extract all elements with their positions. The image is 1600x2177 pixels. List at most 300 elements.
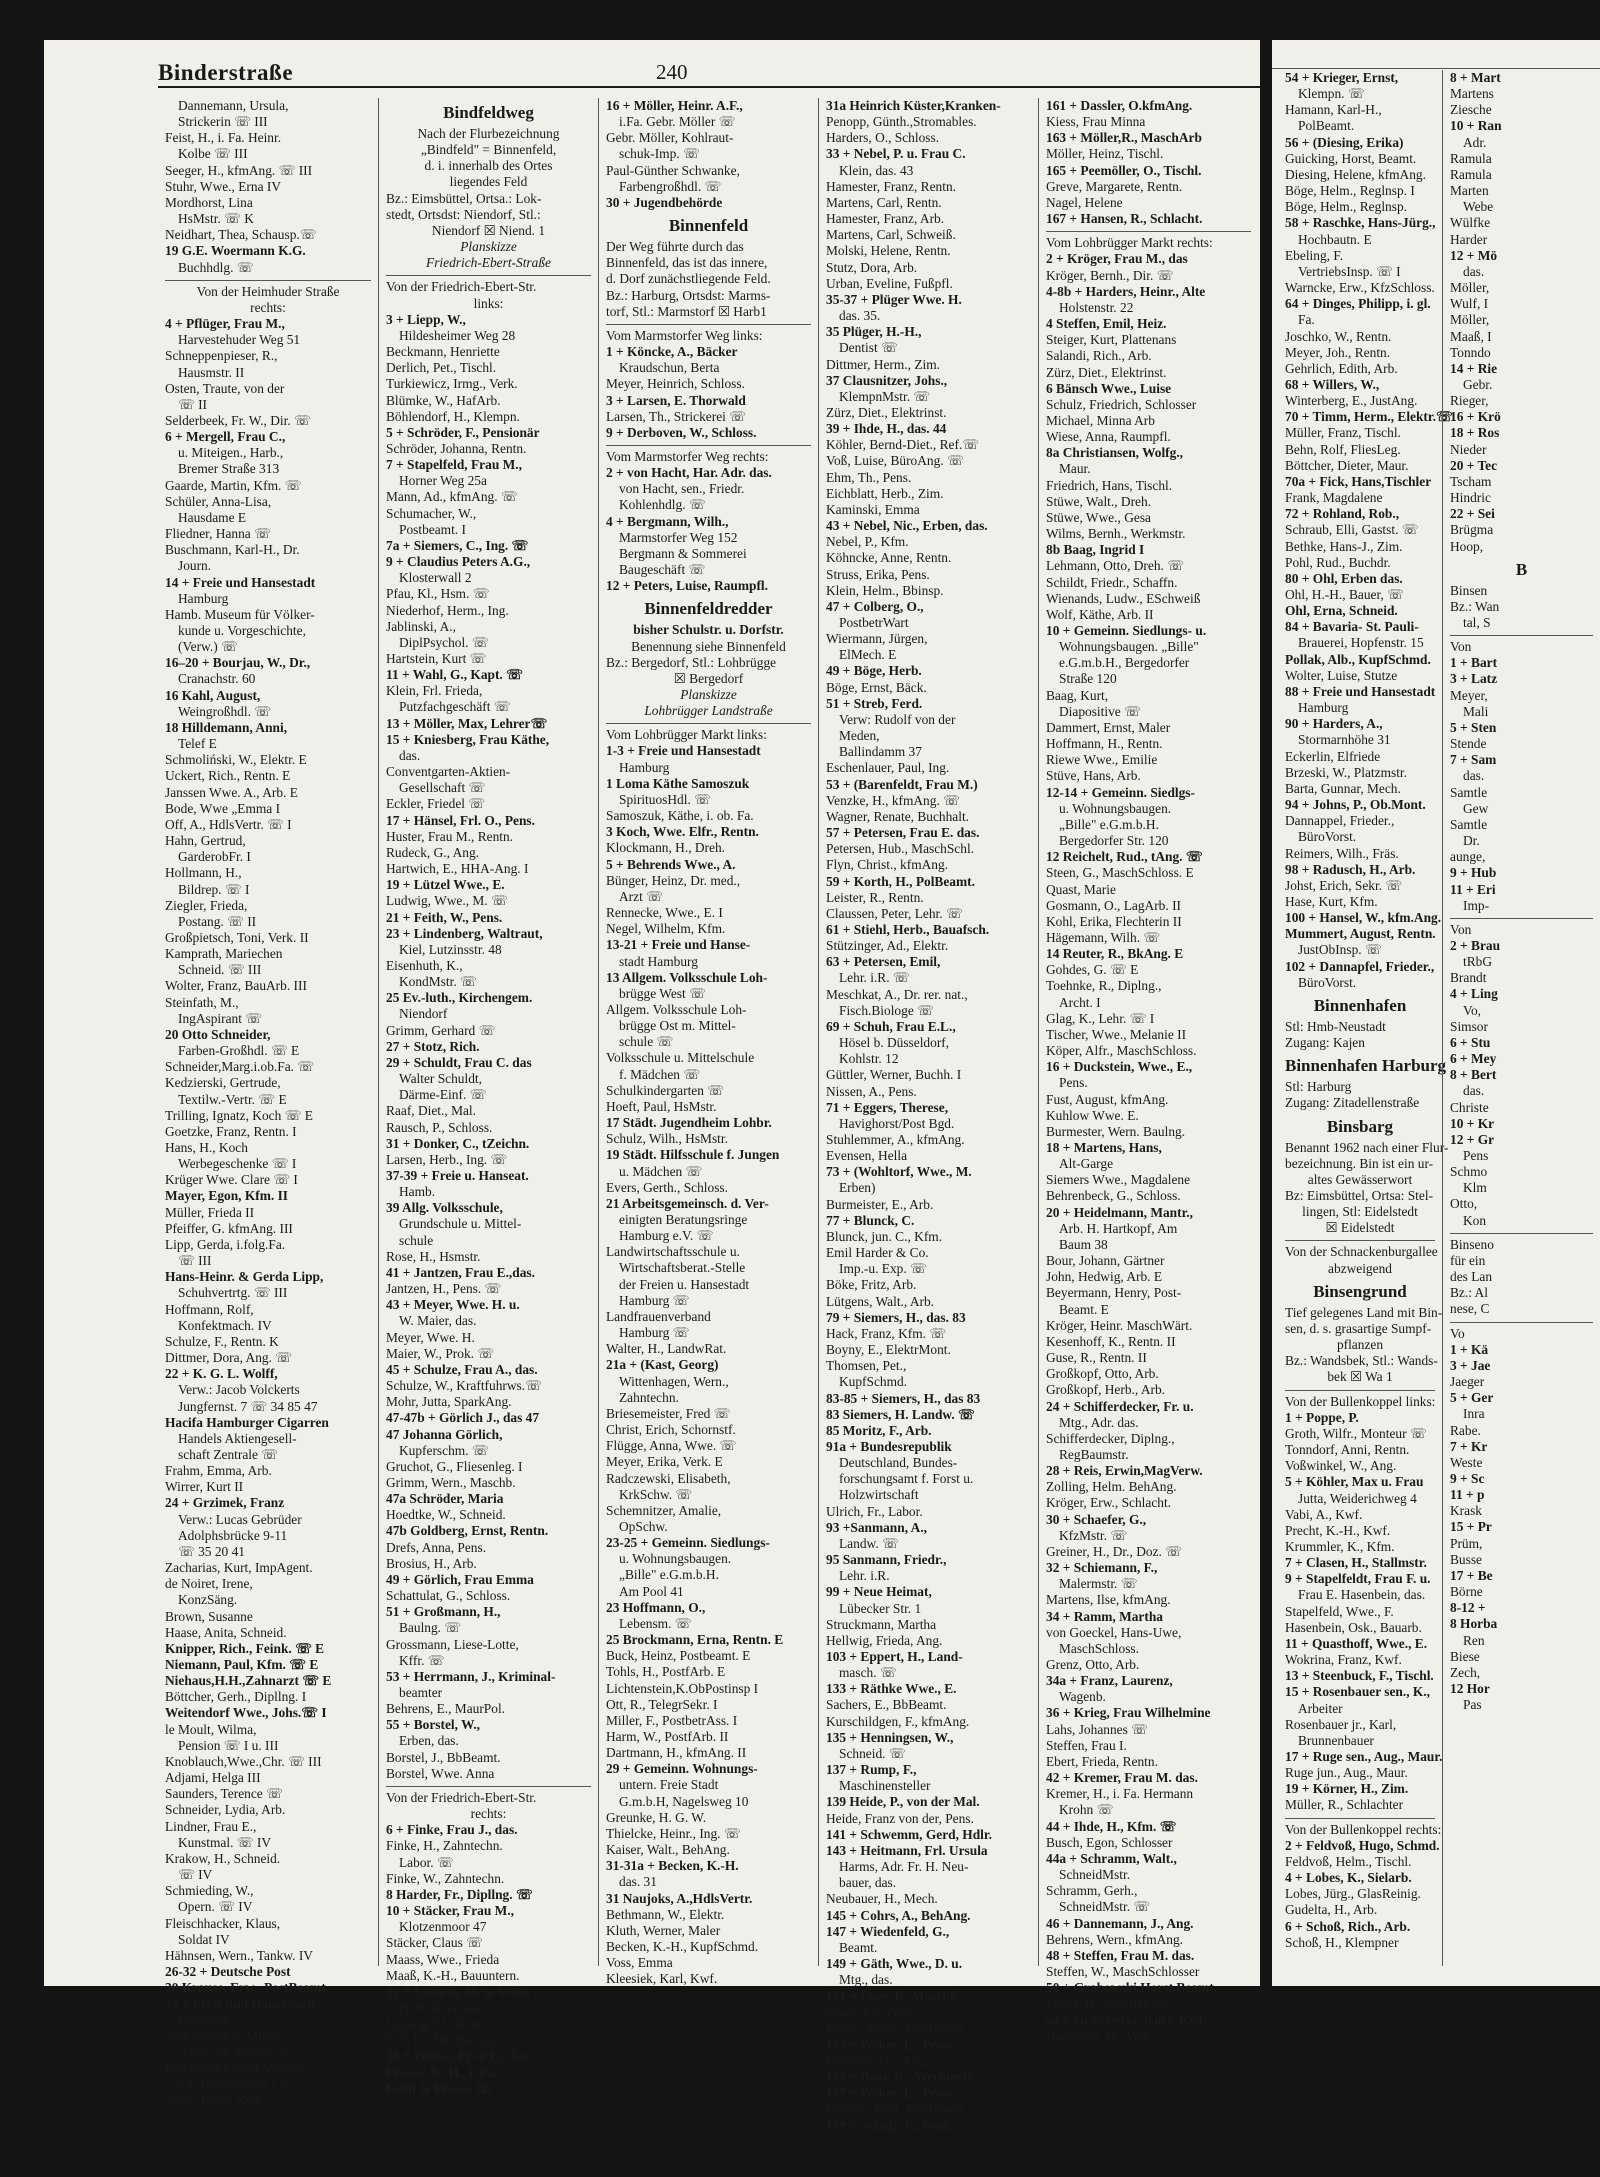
directory-entry: Handels Aktiengesell- (178, 1430, 297, 1446)
directory-entry: Bünger, Heinz, Dr. med., (606, 872, 741, 888)
directory-entry: Hoffmann, H., Rentn. (1046, 736, 1163, 752)
directory-entry: Ramula (1450, 166, 1492, 182)
directory-entry: Brosius, H., Arb. (386, 1555, 477, 1571)
directory-entry: Ohl, Erna, Schneid. (1285, 603, 1398, 619)
directory-entry: Krüger Wwe. Clare ☏ I (165, 1172, 298, 1188)
directory-entry: Witte, Ernst, Kwf. (165, 2093, 264, 2109)
directory-entry: Rudeck, G., Ang. (386, 844, 479, 860)
directory-entry: 6 + Finke, Frau J., das. (386, 1822, 518, 1838)
directory-entry: sen, d. s. grasartige Sumpf- (1285, 1320, 1432, 1336)
directory-entry: Knoblauch,Wwe.,Chr. ☏ III (165, 1753, 322, 1769)
directory-entry: Glag, K., Lehr. ☏ I (1046, 1010, 1155, 1026)
directory-entry: Harm, W., PostfArb. II (606, 1729, 729, 1744)
directory-entry: Gebr. (1463, 376, 1493, 392)
directory-entry: Johst, Erich, Sekr. ☏ (1285, 877, 1403, 893)
directory-entry: 23 Hoffmann, O., (606, 1599, 706, 1615)
directory-entry: 16–20 + Bourjau, W., Dr., (165, 655, 311, 671)
directory-entry: Postbeamt. I (399, 521, 466, 537)
directory-entry: Schneider,Marg.i.ob.Fa. ☏ (165, 1059, 315, 1075)
directory-entry: Wulf, I (1450, 296, 1489, 312)
directory-entry: Niederhof, Herm., Ing. (386, 602, 509, 618)
directory-entry: 80 + Ohl, Erben das. (1285, 570, 1403, 586)
directory-entry: Hasenbein, Osk., Bauarb. (1285, 1619, 1422, 1635)
directory-entry: Hildesheimer Weg 28 (399, 327, 516, 343)
directory-entry: Lahs, Johannes ☏ (1046, 1721, 1148, 1737)
directory-entry: Marten (1450, 183, 1489, 199)
directory-column (378, 98, 598, 2096)
directory-entry: 99 + Neue Heimat, (826, 1584, 932, 1600)
directory-entry: 2 + von Hacht, Har. Adr. das. (606, 465, 772, 481)
directory-entry: Am Pool 41 (619, 1583, 684, 1599)
directory-entry: Schmo (1450, 1164, 1488, 1180)
directory-entry: 2 + Feldvoß, Hugo, Schmd. (1285, 1837, 1440, 1853)
directory-entry: Fisch.Biologe ☏ (839, 1002, 934, 1018)
directory-entry: 35-37 + Plüger Wwe. H. (826, 291, 962, 307)
directory-column (158, 98, 378, 2109)
directory-entry: Klein, das. 43 (839, 162, 914, 178)
directory-entry: Jungfernst. 7 ☏ 34 85 47 (178, 1398, 318, 1414)
directory-entry: 15 + Pr (1450, 1519, 1492, 1535)
directory-entry: Salandi, Rich., Arb. (1046, 348, 1152, 364)
directory-entry: u. Miteigen., Harb., (178, 445, 284, 461)
directory-entry: 9 + Claudius Peters A.G., (386, 554, 531, 570)
directory-entry: Leister, R., Rentn. (826, 889, 924, 905)
street-heading: Bindfeldweg (443, 103, 534, 122)
directory-entry: Baulng. ☏ (399, 1620, 462, 1636)
directory-entry: Molski, Helene, Rentn. (826, 243, 951, 259)
directory-entry: Uckert, Rich., Rentn. E (165, 768, 291, 784)
directory-entry: 49 + Böge, Herb. (826, 663, 922, 679)
directory-entry: 33 + Nebel, P. u. Frau C. (826, 146, 966, 162)
directory-entry: 94 + Johns, P., Ob.Mont. (1285, 797, 1426, 813)
directory-entry: 20 + Tec (1450, 457, 1498, 473)
directory-entry: KfzMstr. ☏ (1059, 1527, 1128, 1543)
directory-entry: Ohl, H.-H., Bauer, ☏ (1285, 587, 1404, 602)
plan-sketch-label: Lohbrügger Landstraße (644, 703, 773, 719)
directory-entry: 4 + Bergmann, Wilh., (606, 513, 729, 529)
directory-entry: Fliedner, Hanna ☏ (165, 526, 271, 542)
directory-entry: Hamb. (399, 1184, 436, 1200)
directory-entry: Gohdes, G. ☏ E (1046, 962, 1139, 978)
directory-entry: 11 + Eri (1450, 881, 1496, 897)
directory-entry: Labor. ☏ (399, 1854, 454, 1870)
directory-entry: 17 Städt. Jugendheim Lohbr. (606, 1115, 772, 1131)
directory-entry: Weingroßhdl. ☏ (178, 703, 272, 719)
directory-entry: Huster, Frau M., Rentn. (386, 828, 514, 844)
section-label: Von der Heimhuder Straße (165, 280, 371, 300)
directory-entry: 44 + Ihde, H., Kfm. ☏ (1046, 1818, 1177, 1834)
directory-entry: Paul-Günther Schwanke, (606, 162, 740, 178)
directory-entry: Beyermann, Henry, Post- (1046, 1285, 1182, 1301)
directory-entry: Struckmann, Martha (826, 1616, 937, 1632)
directory-entry: Müller, R., Schlachter (1285, 1797, 1404, 1813)
directory-entry: Feist, H., i. Fa. Heinr. (165, 130, 282, 146)
directory-entry: 161 + Dassler, O.kfmAng. (1046, 98, 1193, 113)
directory-entry: das. (399, 747, 421, 763)
directory-entry: 64 + Dinges, Philipp, i. gl. (1285, 296, 1431, 312)
directory-entry: Mali (1463, 703, 1489, 719)
directory-entry: Gruchot, G., Fliesenleg. I (386, 1458, 523, 1474)
directory-entry: Grenz, Otto, Arb. (1046, 1657, 1140, 1672)
directory-entry: Sachers, E., BbBeamt. (826, 1697, 947, 1713)
directory-entry: 34 + Freie und Hansestadt (165, 1996, 316, 2012)
directory-entry: SchneidMstr. (1059, 1867, 1131, 1883)
directory-entry: Struss, Erika, Pens. (826, 566, 930, 582)
directory-entry: Reimers, Wilh., Fräs. (1285, 845, 1399, 861)
directory-entry: Schemnitzer, Amalie, (606, 1502, 722, 1518)
directory-entry: Kiel, Lutzinsstr. 48 (399, 941, 502, 957)
directory-entry: Behn, Rolf, FliesLeg. (1285, 441, 1401, 457)
directory-entry: beamter (399, 1685, 443, 1700)
directory-entry: Miller, F., PostbetrAss. I (606, 1712, 738, 1728)
directory-entry: Eckerlin, Elfriede (1285, 748, 1381, 764)
directory-entry: kunde u. Vorgeschichte, (178, 623, 306, 638)
directory-entry: 1-3 + Freie und Hansestadt (606, 743, 761, 759)
directory-entry: KondMstr. ☏ (399, 974, 477, 990)
directory-entry: Erben, das. (399, 1733, 459, 1749)
directory-entry: Alt-Garge (1059, 1156, 1114, 1172)
directory-entry: 73 + (Wohltorf, Wwe., M. (826, 1164, 972, 1180)
directory-entry: Bethke, Hans-J., Zim. (1285, 538, 1403, 554)
directory-entry: Nagel, Helene (1046, 194, 1123, 210)
directory-entry: Gehrlich, Edith, Arb. (1285, 360, 1398, 376)
directory-entry: 46 + Dannemann, J., Ang. (1046, 1915, 1194, 1931)
directory-entry: 24 + Grzimek, Franz (165, 1495, 285, 1511)
directory-entry: Osten, Traute, von der (165, 380, 285, 396)
directory-entry: Malermstr. ☏ (1059, 1576, 1138, 1592)
directory-entry: Stützinger, Ad., Elektr. (826, 938, 949, 954)
directory-entry: Wülfke (1450, 215, 1491, 231)
directory-entry: Bergedorfer Str. 120 (1059, 833, 1169, 849)
directory-entry: Ludwig, M., Kfm. ☏ (386, 2016, 505, 2032)
directory-entry: 15 + Rosenbauer sen., K., (1285, 1684, 1431, 1700)
directory-entry: GarderobFr. I (178, 849, 251, 865)
directory-entry: 71 + Eggers, Therese, (826, 1099, 949, 1115)
directory-column (1442, 70, 1600, 1966)
directory-entry: 88 + Freie und Hansestadt (1285, 683, 1436, 699)
street-heading: Binsengrund (1313, 1281, 1407, 1301)
section-label: Vom Marmstorfer Weg rechts: (606, 445, 811, 465)
directory-entry: 4 + Ling (1450, 986, 1498, 1002)
directory-entry: Tscham (1450, 473, 1492, 489)
directory-entry: le Moult, Wilma, (165, 1721, 257, 1737)
directory-entry: 31a Heinrich Küster,Kranken- (826, 98, 1001, 113)
directory-entry: Heide, Franz von der, Pens. (826, 1810, 974, 1826)
directory-entry: Radczewski, Elisabeth, (606, 1470, 731, 1486)
directory-entry: 83-85 + Siemers, H., das 83 (826, 1390, 981, 1406)
directory-entry: Hamester, Franz, Rentn. (826, 178, 956, 194)
directory-entry: Jutta, Weiderichweg 4 (1298, 1490, 1417, 1506)
directory-entry: Großkopf, Herb., Arb. (1046, 1382, 1166, 1398)
directory-entry: 6 + Stu (1450, 1034, 1491, 1050)
directory-entry: Meyer, (1450, 687, 1488, 703)
directory-entry: Zahntechn. (619, 1389, 679, 1405)
directory-entry: 10 + Gemeinn. Siedlungs- u. (1046, 623, 1207, 638)
directory-entry: 163 + Möller,R., MaschArb (1046, 130, 1202, 146)
directory-entry: Strickerin ☏ III (178, 114, 268, 130)
directory-entry: Schneider, Lydia, Arb. (165, 1802, 286, 1818)
directory-entry: Pens. (1059, 1075, 1088, 1091)
directory-entry: Negel, Wilhelm, Kfm. (606, 921, 726, 937)
directory-entry: 51 + Großmann, H., (386, 1604, 501, 1620)
directory-entry: Bode, Wwe „Emma I (165, 800, 281, 816)
directory-entry: 56 + (Diesing, Erika) (1285, 134, 1404, 150)
directory-entry: Haase, Anita, Schneid. (165, 1624, 287, 1640)
directory-entry: Bz.: Bergedorf, Stl.: Lohbrügge (606, 654, 777, 670)
directory-entry: Buchhdlg. ☏ (178, 259, 254, 275)
directory-entry: Eisenhuth, K., (386, 957, 463, 973)
directory-entry: 4-8b + Harders, Heinr., Alte (1046, 283, 1206, 299)
directory-entry: KupfSchmd. (839, 1374, 908, 1390)
directory-entry: ☒ Bergedorf (673, 670, 744, 686)
directory-entry: e.G.m.b.H., Bergedorfer (1059, 655, 1190, 671)
directory-entry: Hamburg e.V. ☏ (619, 1228, 714, 1244)
directory-entry: Rose, H., Hsmstr. (386, 1248, 481, 1264)
directory-entry: Klempn. ☏ (1298, 86, 1365, 102)
directory-entry: Martens, Ilse, kfmAng. (1046, 1592, 1171, 1608)
directory-entry: nese, C (1450, 1301, 1490, 1317)
directory-entry: Trilling, Ignatz, Koch ☏ E (165, 1107, 313, 1123)
directory-entry: 100 + Hansel, W., kfm.Ang. (1285, 910, 1442, 926)
directory-entry: 1 + Kä (1450, 1341, 1489, 1357)
directory-entry: Zürz, Diet., Elektrinst. (826, 404, 947, 420)
directory-entry: Petersen, Hub., MaschSchl. (826, 841, 975, 857)
directory-entry: Kröger, Erw., Schlacht. (1046, 1495, 1172, 1511)
directory-entry: Stormarnhöhe 31 (1298, 732, 1391, 748)
directory-entry: Kröger, Bernh., Dir. ☏ (1046, 267, 1174, 283)
directory-entry: 19 + Lützel Wwe., E. (386, 877, 505, 893)
directory-entry: KlempnMstr. ☏ (839, 388, 931, 404)
directory-entry: Kaiser, Walt., BehAng. (606, 1842, 730, 1858)
directory-entry: Landwirtschaftsschule u. (606, 1244, 740, 1260)
directory-entry: Kurschildgen, F., kfmAng. (826, 1713, 970, 1729)
directory-entry: 83 Siemers, H. Landw. ☏ (826, 1406, 975, 1422)
directory-entry: Hoedtke, W., Schneid. (386, 1507, 506, 1523)
directory-entry: Lipp, Gerda, i.folg.Fa. (165, 1236, 286, 1252)
directory-entry: Schröder, Johanna, Rentn. (386, 440, 527, 456)
directory-entry: Postang. ☏ II (178, 913, 257, 929)
directory-entry: Zugang: Zitadellenstraße (1285, 1095, 1420, 1111)
directory-entry: Ehm, Th., Pens. (826, 469, 912, 485)
directory-entry: Bergmann & Sommerei (619, 545, 747, 561)
directory-entry: 24 + Schifferdecker, Fr. u. (1046, 1398, 1194, 1414)
directory-entry: BüroVorst. (1298, 829, 1357, 845)
directory-entry: Müller, Franz, Tischl. (1285, 425, 1401, 441)
directory-entry: Burmeister, E., Arb. (826, 1196, 934, 1212)
directory-entry: 103 + Eppert, H., Land- (826, 1649, 963, 1664)
street-heading: Binnenhafen (1313, 995, 1407, 1015)
directory-entry: Finke, W., Zahntechn. (386, 1870, 505, 1886)
directory-entry: Schraub, Elli, Gastst. ☏ (1285, 522, 1419, 538)
directory-entry: Stäcker, Claus ☏ (386, 1935, 483, 1951)
directory-entry: Selderbeek, Fr. W., Dir. ☏ (165, 412, 311, 428)
directory-entry: Kuhlow Wwe. E. (1046, 1107, 1139, 1123)
directory-entry: ☏ 35 20 41 (178, 1543, 245, 1559)
directory-entry: Jantzen, H., Pens. ☏ (386, 1281, 502, 1297)
directory-entry: 1 + Poppe, P. (1285, 1409, 1359, 1425)
directory-entry: 55 + Borstel, W., (386, 1717, 480, 1733)
directory-entry: einigten Beratungsringe (619, 1212, 748, 1227)
directory-entry: Möller, (1450, 280, 1490, 296)
directory-entry: 17 + Be (1450, 1567, 1493, 1583)
directory-entry: Krohn ☏ (1059, 1802, 1114, 1818)
directory-entry: 47b Goldberg, Ernst, Rentn. (386, 1523, 549, 1539)
directory-entry: Brandt (1450, 970, 1487, 986)
directory-entry: Binnenfeld, das ist das innere, (606, 255, 768, 271)
directory-entry: Venzke, H., kfmAng. ☏ (826, 792, 960, 808)
directory-entry: 5 + Behrends Wwe., A. (606, 856, 736, 872)
directory-entry: liegendes Feld (449, 174, 528, 190)
directory-entry: Schramm, Gerh., (1046, 1883, 1138, 1899)
directory-entry: das. 31 (619, 1874, 657, 1890)
directory-entry: Meyer, Joh., Rentn. (1285, 344, 1391, 360)
directory-entry: Gew (1463, 800, 1489, 816)
directory-entry: Kraudschun, Berta (619, 360, 720, 376)
directory-entry: schuk-Imp. ☏ (619, 146, 700, 162)
directory-entry: bisher Schulstr. u. Dorfstr. (633, 622, 784, 638)
directory-entry: 11 + Quasthoff, Wwe., E. (1285, 1635, 1428, 1651)
directory-entry: Hochbautn. E (1298, 231, 1372, 247)
section-label: Von (1450, 635, 1593, 655)
directory-entry: Frank, Magdalene (1285, 490, 1383, 506)
directory-entry: Stl: Hmb-Neustadt (1285, 1018, 1386, 1034)
directory-entry: Joschko, W., Rentn. (1285, 328, 1392, 344)
directory-entry: Großkopf, Otto, Arb. (1046, 1366, 1159, 1382)
directory-entry: Kunstmal. ☏ IV (178, 1834, 271, 1850)
directory-entry: 37-39 + Freie u. Hanseat. (386, 1168, 529, 1183)
header-rule (1272, 68, 1600, 69)
directory-entry: 45 + Schulze, Frau A., das. (386, 1361, 538, 1377)
directory-entry: Ludwig, Wwe., M. ☏ (386, 893, 508, 909)
directory-entry: VertriebsInsp. ☏ I (1298, 263, 1401, 279)
directory-entry: Stl: Harburg (1285, 1079, 1352, 1095)
directory-entry: 7a + Siemers, C., Ing. ☏ (386, 537, 529, 553)
directory-entry: Prüm, (1450, 1535, 1483, 1551)
directory-entry: Martens, Carl, Schweiß. (826, 227, 956, 243)
directory-entry: Kohlenhdlg. ☏ (619, 497, 706, 513)
directory-entry: Hamburg (178, 590, 229, 606)
directory-entry: Benennung siehe Binnenfeld (631, 638, 786, 654)
street-heading: Binnenfeld (668, 216, 749, 236)
directory-entry: Steinfath, M., (165, 994, 239, 1010)
directory-entry: Böge, Helm., Reglnsp. I (1285, 183, 1415, 199)
directory-entry: Boyny, E., ElektrMont. (826, 1342, 951, 1358)
directory-entry: 25 Brockmann, Erna, Rentn. E (606, 1632, 784, 1648)
directory-entry: 31-31a + Becken, K.-H. (606, 1858, 739, 1874)
directory-entry: Benannt 1962 nach einer Flur- (1285, 1139, 1449, 1155)
directory-entry: 47 + Colberg, O., (826, 598, 924, 614)
directory-entry: Nebel, P., Kfm. (826, 534, 909, 550)
directory-columns (158, 98, 1260, 2133)
directory-entry: Lehr. i.R. (839, 1568, 890, 1584)
directory-entry: Derlich, Pet., Tischl. (386, 360, 497, 376)
directory-entry: 50 + Grabowski,Horst,Beamt. (1046, 1980, 1217, 1996)
directory-entry: Voß, Luise, BüroAng. ☏ (826, 453, 964, 469)
directory-entry: 84 + Bavaria- St. Pauli- (1285, 619, 1419, 635)
directory-entry: Kremer, H., i. Fa. Hermann (1046, 1786, 1194, 1802)
directory-entry: rechts: (470, 1806, 507, 1822)
directory-entry: Barta, Gunnar, Mech. (1285, 780, 1401, 796)
directory-entry: Brzeski, W., Platzmstr. (1285, 764, 1407, 780)
directory-entry: 77 + Blunck, C. (826, 1212, 915, 1228)
directory-entry: 8b Baag, Ingrid I (1046, 542, 1145, 558)
directory-entry: Harbrecht, H., Verk. (1046, 2028, 1155, 2044)
directory-entry: Precht, K.-H., Kwf. (1285, 1522, 1391, 1538)
directory-entry: Wolter, Luise, Stutze (1285, 667, 1398, 683)
directory-entry: 6 + Mergell, Frau C., (165, 429, 286, 445)
directory-entry: 70a + Fick, Hans,Tischler (1285, 473, 1432, 489)
directory-entry: 7 + Clasen, H., Stallmstr. (1285, 1555, 1427, 1571)
directory-entry: 9 + Derboven, W., Schloss. (606, 424, 757, 440)
directory-entry: Kohlstr. 12 (839, 1051, 899, 1067)
directory-entry: Grundschule u. Mittel- (399, 1216, 522, 1232)
directory-entry: 9 + Hub (1450, 865, 1497, 881)
plan-sketch-label: Friedrich-Ebert-Straße (426, 255, 551, 271)
directory-entry: Dittmer, Herm., Zim. (826, 356, 941, 372)
directory-entry: Mordhorst, Lina (165, 194, 253, 210)
directory-entry: 151 + Foge, P., MaschB. (826, 1988, 962, 2004)
directory-entry: Putzfachgeschäft ☏ (399, 699, 511, 715)
directory-entry: tal, S (1463, 615, 1491, 630)
directory-entry: 12 + Ludwig, M. u. Wwe. (386, 1983, 530, 1999)
directory-entry: 72 + Rohland, Rob., (1285, 506, 1400, 522)
directory-entry: Pension ☏ I u. III (178, 1737, 279, 1753)
directory-entry: brügge Ost m. Mittel- (619, 1018, 736, 1034)
directory-entry: 37 Clausnitzer, Johs., (826, 372, 948, 388)
directory-entry: 14 Reuter, R., BkAng. E (1046, 946, 1184, 962)
directory-entry: 19 Städt. Hilfsschule f. Jungen (606, 1147, 780, 1163)
directory-entry: Hoeft, Paul, HsMstr. (606, 1098, 717, 1114)
directory-entry: Walter Schuldt, (399, 1071, 482, 1087)
directory-entry: 49 + Görlich, Frau Emma (386, 1571, 534, 1587)
directory-entry: 27 + Stotz, Rich. (386, 1038, 480, 1054)
directory-entry: 47 Johanna Görlich, (386, 1426, 503, 1442)
directory-entry: 95 Sanmann, Friedr., (826, 1552, 947, 1568)
directory-entry: Voss, Emma (606, 1955, 673, 1971)
directory-entry: Hellwig, Frieda, Ang. (826, 1632, 943, 1648)
directory-entry: Fa. (1298, 312, 1315, 328)
directory-entry: 2 + Kröger, Frau M., das (1046, 251, 1188, 267)
directory-entry: Hans, H., Koch (165, 1140, 248, 1155)
directory-entry: de Noiret, Irene, (165, 1576, 253, 1592)
directory-entry: Friedrich, Hans, Tischl. (1046, 477, 1173, 493)
directory-entry: 17 + Hänsel, Frl. O., Pens. (386, 812, 535, 828)
directory-entry: Schulkindergarten ☏ (606, 1082, 725, 1098)
directory-entry: Köhncke, Anne, Rentn. (826, 550, 952, 566)
directory-entry: Schuhvertrtg. ☏ III (178, 1285, 288, 1301)
directory-entry: Landw. ☏ (839, 1535, 899, 1551)
directory-entry: Wagenb. (1059, 1689, 1106, 1705)
directory-entry: Bz.: Wan (1450, 598, 1500, 614)
section-label: Von (1450, 918, 1593, 938)
directory-entry: Urban, Eveline, Fußpfl. (826, 275, 953, 291)
directory-entry: Krakow, H., Schneid. (165, 1850, 281, 1866)
directory-entry: Hägemann, Wilh. ☏ (1046, 929, 1161, 945)
directory-entry: Drefs, Anna, Pens. (386, 1539, 487, 1555)
directory-entry: Wirrer, Kurt II (165, 1479, 244, 1495)
directory-entry: Burmester, Wern. Baulng. (1046, 1123, 1186, 1139)
directory-entry: Wolter, Franz, BauArb. III (165, 978, 307, 994)
directory-entry: ElMech. E (839, 647, 897, 663)
directory-entry: Ziesche (1450, 102, 1492, 118)
directory-entry: IngAspirant ☏ (178, 1010, 263, 1026)
directory-entry: Preuss, K.-H., i. Fa. (386, 2064, 498, 2080)
directory-entry: Landfrauenverband (606, 1308, 711, 1324)
directory-entry: 13 Allgem. Volksschule Loh- (606, 969, 768, 985)
directory-entry: Zech, (1450, 1664, 1481, 1680)
directory-entry: Schildt, Friedr., Schaffn. (1046, 574, 1178, 590)
directory-entry: Bz.: Harburg, Ortsdst: Marms- (606, 287, 771, 303)
